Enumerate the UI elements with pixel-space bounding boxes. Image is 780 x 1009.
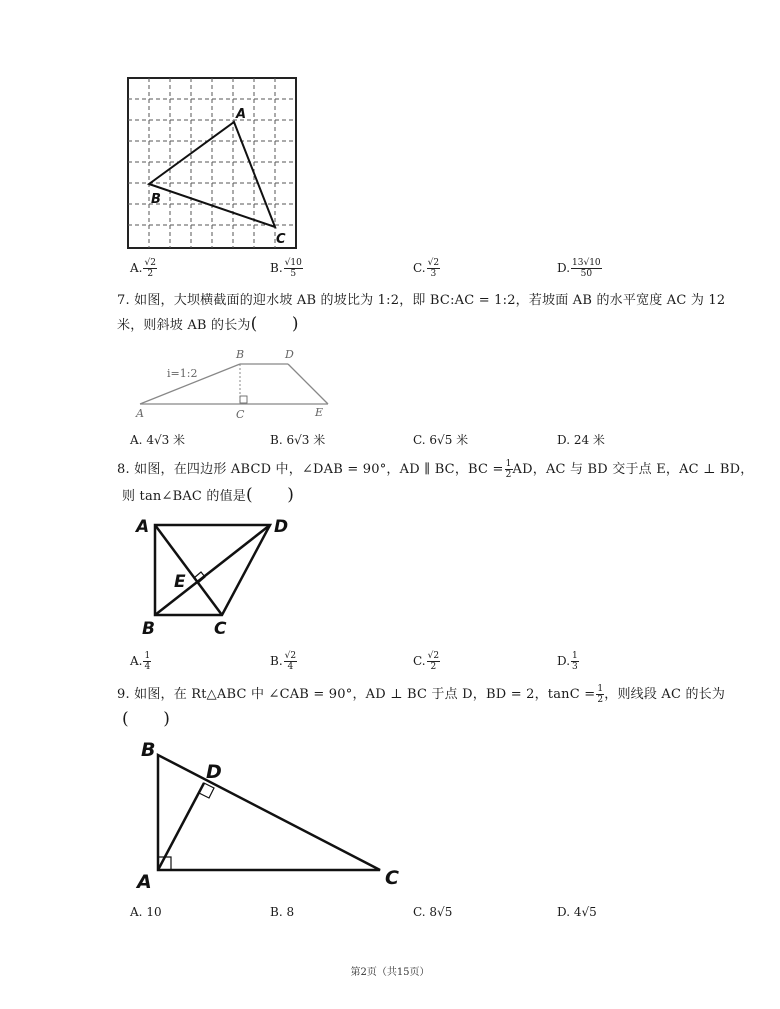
q8-option-a [130,651,151,672]
q6-option-b [270,258,303,279]
frac-num: √2 [284,651,297,661]
frac-num: √2 [427,651,440,661]
q9-triangle-figure [134,736,414,896]
q7-stem-line2-text: 米，则斜坡 AB 的长为 [117,318,251,333]
option-fraction [571,258,602,279]
q9-option-a [130,905,162,919]
option-letter: C. [413,905,426,919]
q8-option-b [270,651,297,672]
option-text: 6√5 米 [429,433,469,447]
frac-den: 3 [572,662,578,672]
frac-den: 3 [430,269,437,279]
q9-label-c: C [385,867,399,889]
frac-den: 2 [430,662,437,672]
q8-label-a: A [136,517,150,537]
q8-label-b: B [142,619,155,639]
option-letter: D. [557,433,571,447]
q8-stem-line2 [122,483,294,509]
q7-stem-line1: 7. 如图，大坝横截面的迎水坡 AB 的坡比为 1:2，即 BC:AC = 1:2，若坡面 AB 的水平宽度 AC 为 12 [117,293,726,308]
q8-stem-line1b: AD，AC 与 BD 交于点 E，AC ⊥ BD， [512,462,754,477]
q9-stem-line1a: 9. 如图，在 Rt△ABC 中 ∠CAB = 90°，AD ⊥ BC 于点 D，BD = 2，tanC = [117,687,596,702]
q7-option-d [557,431,605,448]
frac-num: 1 [572,651,578,661]
frac-den: 4 [287,662,294,672]
q7-label-c: C [236,408,245,421]
option-letter: A. [130,261,143,275]
option-fraction [284,651,297,672]
option-fraction [571,651,579,672]
q8-label-c: C [214,619,227,639]
option-letter: A. [130,654,143,668]
q7-option-b [270,431,325,448]
q8-option-d [557,651,579,672]
frac-num: 1 [144,651,151,661]
option-letter: B. [270,433,283,447]
option-fraction [427,258,440,279]
option-letter: C. [413,654,426,668]
q9-label-a: A [137,871,152,893]
q6-label-b: B [151,192,161,207]
option-fraction [143,258,156,279]
frac-den: 4 [144,662,151,672]
q8-stem-line1a: 8. 如图，在四边形 ABCD 中，∠DAB = 90°，AD ∥ BC，BC = [117,462,504,477]
q8-option-c [413,651,440,672]
q7-label-e: E [315,406,324,419]
q6-label-a: A [236,107,247,122]
frac-num: √10 [284,258,302,268]
q8-label-d: D [274,517,289,537]
option-text: 6√3 米 [286,433,326,447]
q8-answer-blank: ( ) [246,485,295,505]
frac-num: √2 [144,258,156,268]
q8-stem-line1 [117,458,754,482]
q7-answer-blank: ( ) [250,314,299,334]
frac-num: 1 [505,459,512,469]
q6-option-d [557,258,602,279]
q6-label-c: C [276,232,286,247]
option-text: 10 [146,905,162,919]
frac-den: 5 [290,269,297,279]
q9-label-d: D [206,761,222,783]
q6-option-a [130,258,157,279]
q8-stem-line2-text: 则 tan∠BAC 的值是 [122,489,246,504]
frac-den: 2 [147,269,154,279]
q9-option-d [557,905,597,919]
q7-label-a: A [136,407,144,420]
q9-stem-line1 [117,683,725,707]
q7-stem-line2 [117,312,299,338]
frac-num: √2 [427,258,440,268]
option-text: 24 米 [573,433,605,447]
option-letter: B. [270,905,283,919]
option-letter: D. [557,261,571,275]
q9-answer-blank: ( ) [122,709,171,729]
option-text: 8 [286,905,295,919]
option-letter: B. [270,654,283,668]
frac-den: 50 [580,269,593,279]
option-letter: A. [130,905,143,919]
q9-option-b [270,905,294,919]
q7-label-b: B [236,348,245,361]
option-letter: C. [413,261,426,275]
option-text: 4√3 米 [146,433,186,447]
option-letter: D. [557,905,571,919]
q7-label-d: D [285,348,294,361]
q7-dam-figure [130,344,340,424]
q8-stem-fraction [505,459,513,480]
q8-quadrilateral-figure [128,512,308,640]
page-footer: 第2页（共15页） [350,967,430,978]
q7-slope-label: i=1:2 [167,367,198,380]
option-text: 8√5 [429,905,453,919]
q6-grid-figure [124,76,300,252]
frac-num: 13√10 [572,258,601,268]
q9-option-c [413,905,452,919]
frac-den: 2 [505,470,512,480]
q7-option-c [413,431,468,448]
q8-label-e: E [174,572,186,592]
frac-den: 2 [597,695,604,705]
option-letter: A. [130,433,143,447]
option-fraction [427,651,440,672]
q9-label-b: B [141,739,156,761]
option-letter: B. [270,261,283,275]
option-letter: D. [557,654,571,668]
q9-stem-line1b: ，则线段 AC 的长为 [604,687,726,702]
option-text: 4√5 [573,905,597,919]
q7-option-a [130,431,185,448]
option-fraction [143,651,151,672]
option-letter: C. [413,433,426,447]
frac-num: 1 [597,684,604,694]
q6-option-c [413,258,440,279]
option-fraction [284,258,303,279]
q9-stem-line2 [122,707,170,733]
